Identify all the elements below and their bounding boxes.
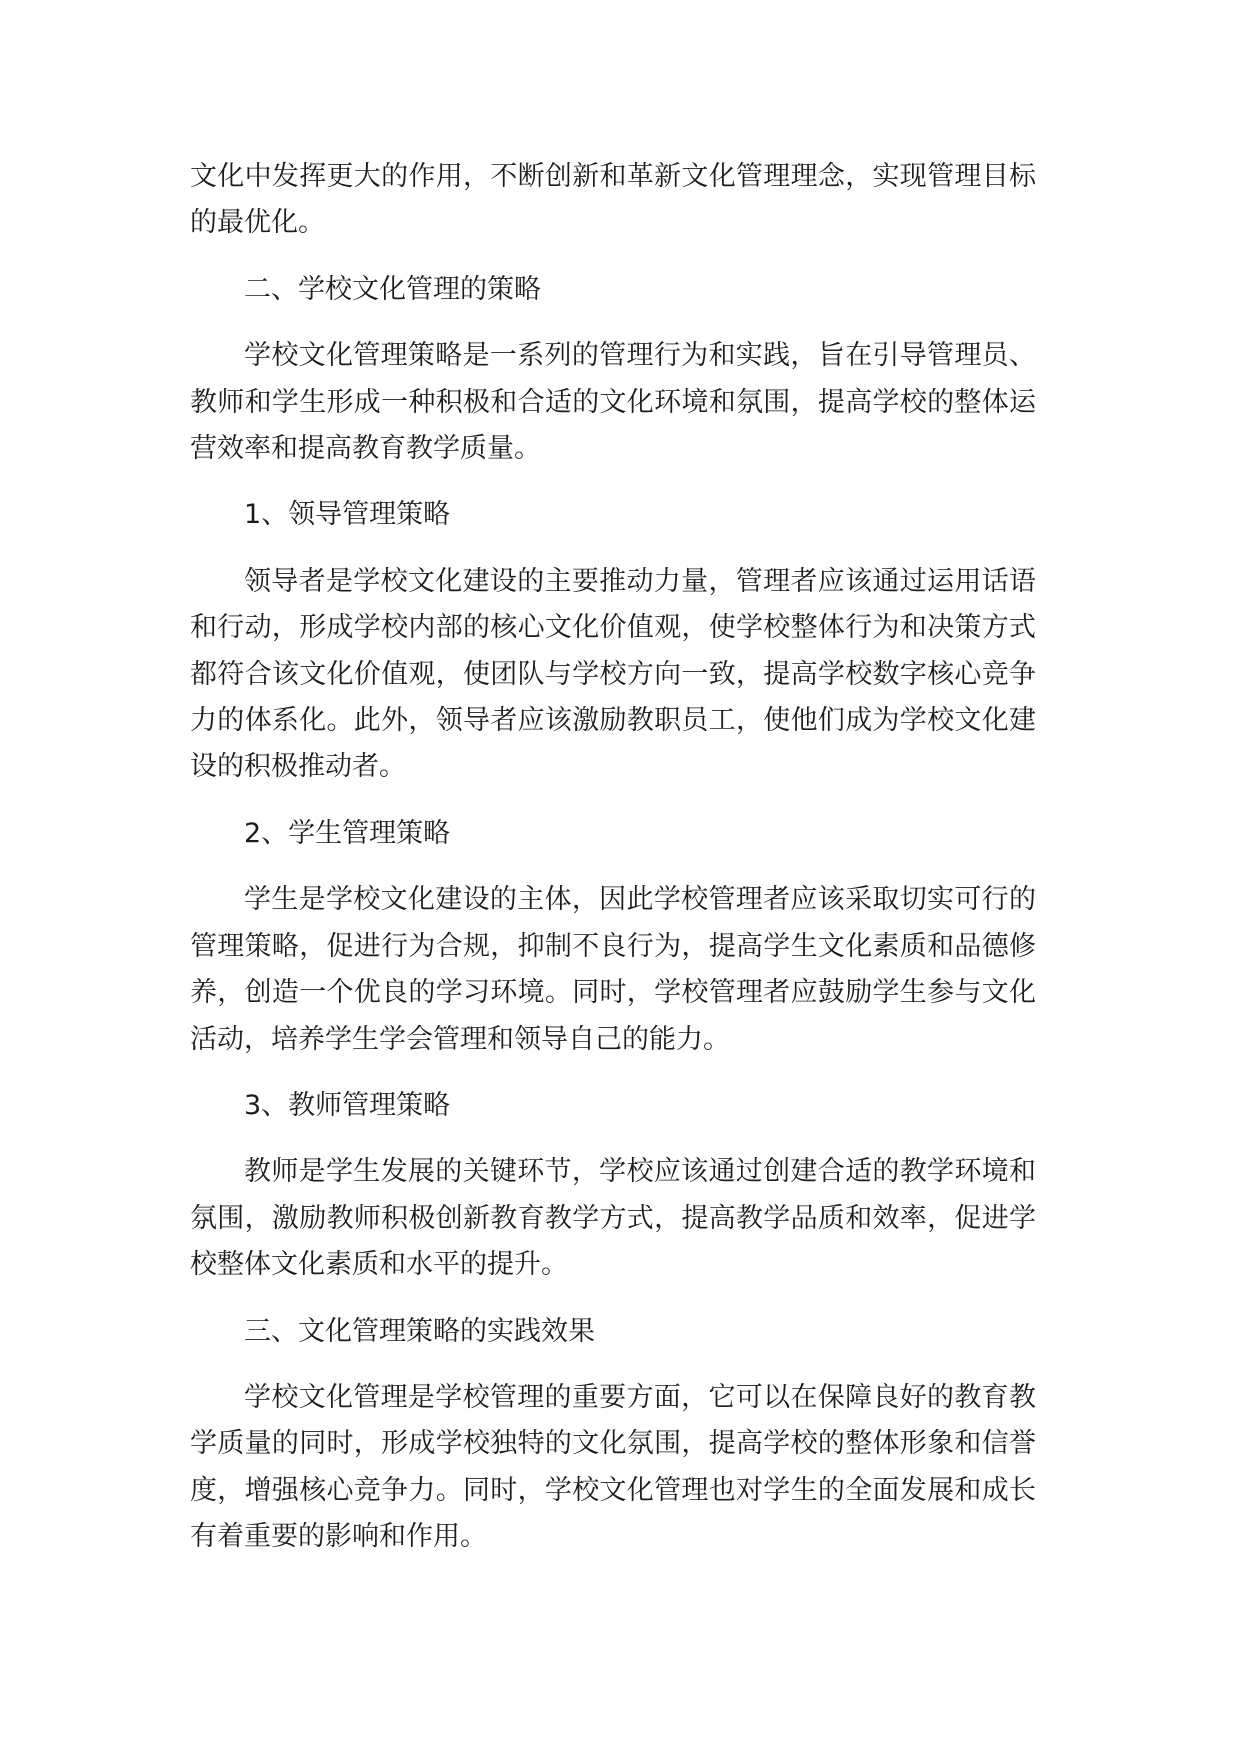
subsection-heading [190, 1083, 1036, 1129]
paragraph [190, 877, 1036, 1063]
text-line: 营效率和提高教育教学质量。 [190, 433, 541, 465]
text-line: 领导者是学校文化建设的主要推动力量，管理者应该通过运用话语 [244, 565, 1036, 597]
text-line: 学质量的同时，形成学校独特的文化氛围，提高学校的整体形象和信誉 [190, 1428, 1036, 1460]
text-line: 度，增强核心竞争力。同时，学校文化管理也对学生的全面发展和成长 [190, 1474, 1036, 1506]
text-line: 力的体系化。此外，领导者应该激励教职员工，使他们成为学校文化建 [190, 705, 1036, 737]
text-line: 和行动，形成学校内部的核心文化价值观，使学校整体行为和决策方式 [190, 612, 1036, 644]
text-line: 的最优化。 [190, 207, 325, 239]
section-heading-text: 二、学校文化管理的策略 [244, 273, 541, 305]
section-heading-text: 三、文化管理策略的实践效果 [244, 1315, 595, 1347]
paragraph [190, 1375, 1036, 1561]
text-line: 学校文化管理策略是一系列的管理行为和实践，旨在引导管理员、 [244, 340, 1036, 372]
text-line: 文化中发挥更大的作用，不断创新和革新文化管理理念，实现管理目标 [190, 161, 1036, 192]
subsection-heading-text: 3、教师管理策略 [244, 1089, 451, 1121]
text-line: 有着重要的影响和作用。 [190, 1521, 487, 1553]
document-body [190, 154, 1036, 1561]
text-line: 都符合该文化价值观，使团队与学校方向一致，提高学校数字核心竞争 [190, 658, 1036, 690]
section-heading [190, 1309, 1036, 1355]
subsection-heading-text: 1、领导管理策略 [244, 499, 451, 531]
text-line: 设的积极推动者。 [190, 751, 406, 783]
text-line: 养，创造一个优良的学习环境。同时，学校管理者应鼓励学生参与文化 [190, 977, 1036, 1009]
text-line: 氛围，激励教师积极创新教育教学方式，提高教学品质和效率，促进学 [190, 1202, 1036, 1234]
text-line: 学校文化管理是学校管理的重要方面，它可以在保障良好的教育教 [244, 1381, 1036, 1413]
text-line: 教师是学生发展的关键环节，学校应该通过创建合适的教学环境和 [244, 1156, 1036, 1188]
subsection-heading-text: 2、学生管理策略 [244, 817, 451, 849]
text-line: 学生是学校文化建设的主体，因此学校管理者应该采取切实可行的 [244, 884, 1036, 916]
text-line: 教师和学生形成一种积极和合适的文化环境和氛围，提高学校的整体运 [190, 386, 1036, 418]
paragraph [190, 333, 1036, 472]
paragraph [190, 1149, 1036, 1288]
text-line: 校整体文化素质和水平的提升。 [190, 1249, 568, 1281]
text-line: 活动，培养学生学会管理和领导自己的能力。 [190, 1023, 730, 1055]
text-line: 管理策略，促进行为合规，抑制不良行为，提高学生文化素质和品德修 [190, 930, 1036, 962]
subsection-heading [190, 811, 1036, 857]
subsection-heading [190, 492, 1036, 538]
paragraph-continuation [190, 154, 1036, 247]
section-heading [190, 267, 1036, 313]
paragraph [190, 559, 1036, 791]
